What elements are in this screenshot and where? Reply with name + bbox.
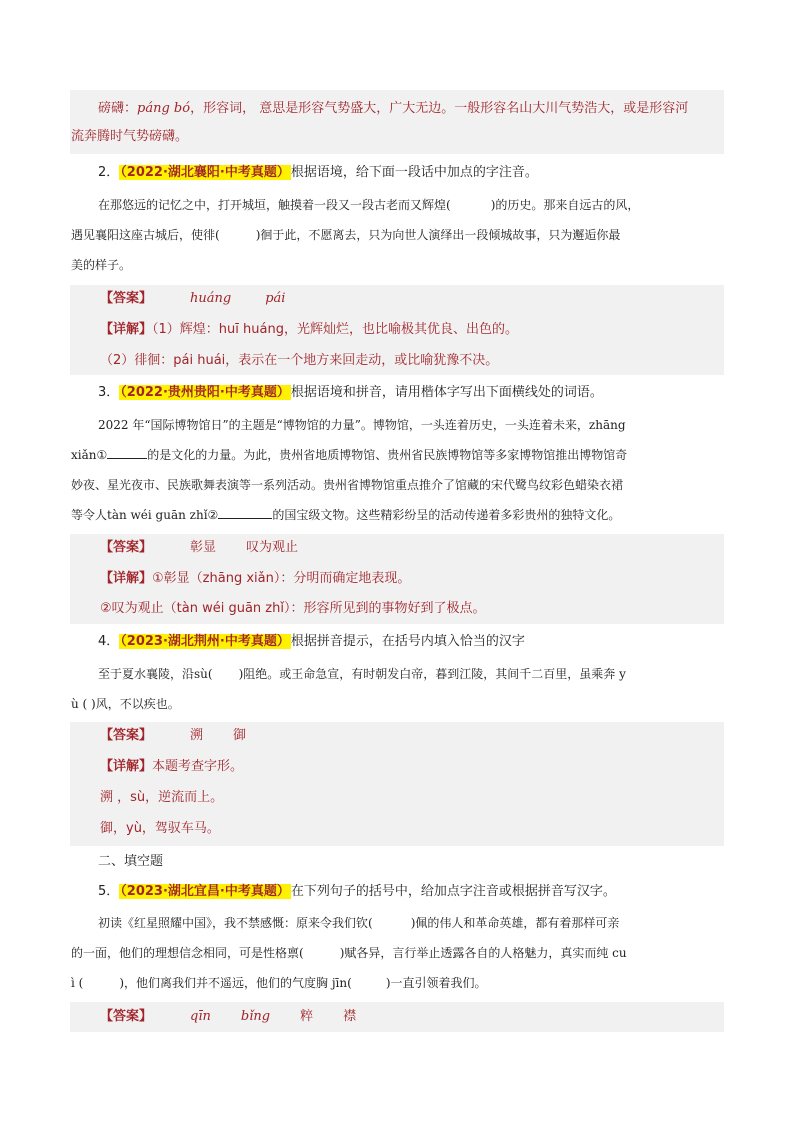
question-prompt: 根据语境和拼音，请用楷体字写出下面横线处的词语。	[290, 385, 603, 400]
question-2-answer	[100, 289, 285, 309]
question-3-text-line-2: xiǎn① 的是文化的力量。为此，贵州省地质博物馆、贵州省民族博物馆等多家博物馆推出博物馆奇	[71, 448, 628, 462]
question-prompt: 在下列句子的括号中，给加点字注音或根据拼音写汉字。	[290, 884, 616, 899]
question-2-detail-2: （2）徘徊：pái huái，表示在一个地方来回走动，或比喻犹豫不决。	[100, 353, 499, 368]
detail-label: 【详解】	[100, 322, 153, 337]
question-3-text-line-3: 妙夜、星光夜市、民族歌舞表演等一系列活动。贵州省博物馆重点推介了馆藏的宋代鹭鸟纹彩色蜡染衣裙	[71, 478, 624, 492]
question-2-text-line-1: 在那悠远的记忆之中，打开城垣，触摸着一段又一段古老而又辉煌( )的历史。那来自远古的风，	[98, 198, 640, 212]
question-number: 3．	[98, 385, 120, 400]
question-3-answer	[100, 538, 298, 558]
answer-2: pái	[265, 291, 286, 306]
detail-label: 【详解】	[100, 759, 153, 774]
source-tag: （2022·湖北襄阳·中考真题）	[120, 165, 290, 180]
question-4-text-line-2: ù ( )风，不以疾也。	[71, 697, 180, 711]
source-tag: （2023·湖北宜昌·中考真题）	[120, 884, 290, 899]
answer-2: 御	[233, 728, 247, 743]
answer-4: 襟	[343, 1009, 357, 1024]
question-2-detail-1: 【详解】（1）辉煌：huī huáng，光辉灿烂，也比喻极其优良、出色的。	[100, 322, 518, 337]
answer-label: 【答案】	[100, 540, 153, 555]
question-5-text-line-3: ì ( )，他们离我们并不遥远，他们的气度胸 jīn( )一直引领着我们。	[71, 976, 487, 990]
question-4-heading	[98, 632, 525, 652]
question-4-detail-2: 溯 ，sù，逆流而上。	[100, 790, 224, 805]
answer-1: 彰显	[190, 540, 217, 555]
answer-1: qīn	[190, 1009, 211, 1024]
question-4-detail-3: 御，yù，驾驭车马。	[100, 821, 220, 836]
term-explanation: ，形容词， 意思是形容气势盛大，广大无边。一般形容名山大川气势浩大，或是形容河	[190, 101, 689, 116]
question-3-heading	[98, 383, 603, 403]
section-heading: 二、填空题	[98, 854, 164, 869]
question-3-detail-1: 【详解】①彰显（zhāng xiǎn）：分明而确定地表现。	[100, 571, 411, 586]
question-number: 4．	[98, 634, 120, 649]
answer-2: bǐng	[240, 1009, 271, 1024]
question-5-text-line-2: 的一面，他们的理想信念相同，可是性格禀( )赋各异，言行举止透露各自的人格魅力，真实而纯 cu	[71, 946, 627, 960]
answer-label: 【答案】	[100, 728, 153, 743]
question-3-text-line-4: 等令人tàn wéi guān zhǐ② 的国宝级文物。这些精彩纷呈的活动传递着多彩贵州的独特文化。	[71, 508, 621, 522]
question-4-detail-1: 【详解】本题考查字形。	[100, 759, 244, 774]
question-2-text-line-2: 遇见襄阳这座古城后，使徘( )徊于此，不愿离去，只为向世人演绎出一段倾城故事，只为邂逅你最	[71, 228, 621, 242]
source-tag: （2023·湖北荆州·中考真题）	[120, 634, 290, 649]
detail-label: 【详解】	[100, 571, 153, 586]
question-3-text-line-1: 2022 年“国际博物馆日”的主题是“博物馆的力量”。博物馆，一头连着历史，一头连着未来，zhāng	[98, 418, 626, 432]
answer-2: 叹为观止	[246, 540, 299, 555]
answer-1: huáng	[190, 291, 232, 306]
question-2-heading	[98, 163, 538, 183]
question-4-text-line-1: 至于夏水襄陵，沿sù( )阻绝。或王命急宣，有时朝发白帝，暮到江陵，其间千二百里，虽乘奔 y	[98, 667, 626, 681]
source-tag: （2022·贵州贵阳·中考真题）	[120, 385, 290, 400]
answer-label: 【答案】	[100, 291, 153, 306]
question-prompt: 根据拼音提示，在括号内填入恰当的汉字	[290, 634, 525, 649]
question-number: 5．	[98, 884, 120, 899]
term: 磅礴：	[98, 101, 138, 116]
question-5-heading	[98, 882, 616, 902]
question-prompt: 根据语境，给下面一段话中加点的字注音。	[290, 165, 538, 180]
question-2-text-line-3: 美的样子。	[71, 258, 132, 272]
answer-3: 粹	[300, 1009, 314, 1024]
top-definition-line-2: 流奔腾时气势磅礴。	[71, 129, 189, 144]
question-4-answer	[100, 726, 246, 746]
question-3-detail-2: ②叹为观止（tàn wéi guān zhǐ）：形容所见到的事物好到了极点。	[100, 601, 486, 616]
question-5-text-line-1: 初读《红星照耀中国》，我不禁感慨：原来令我们钦( )佩的伟人和革命英雄，都有着那样可亲	[98, 916, 620, 930]
top-definition-line-1	[98, 99, 688, 119]
question-number: 2．	[98, 165, 120, 180]
question-5-answer	[100, 1007, 356, 1027]
answer-label: 【答案】	[100, 1009, 153, 1024]
term-pinyin: páng bó	[137, 101, 191, 116]
answer-1: 溯	[190, 728, 204, 743]
